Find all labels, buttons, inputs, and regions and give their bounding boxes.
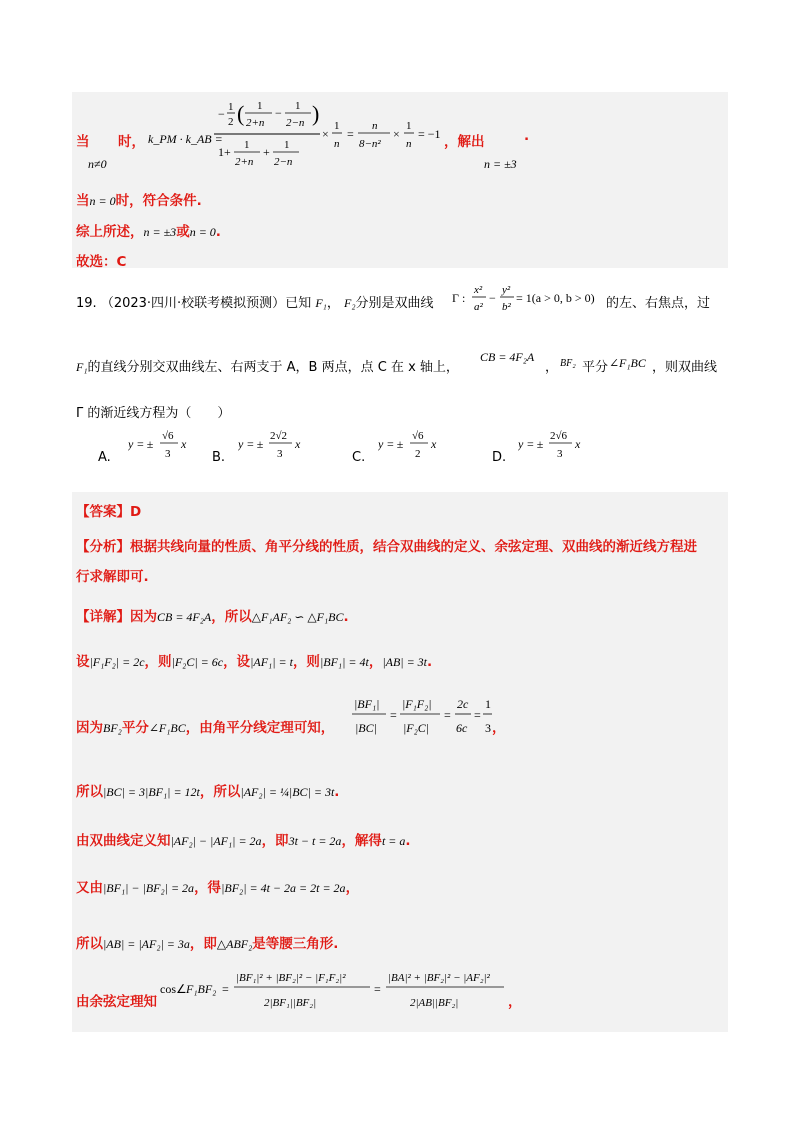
option-c-expr — [378, 426, 458, 466]
period-1: . — [524, 128, 530, 144]
svg-text:2c: 2c — [457, 697, 469, 711]
detail2-d: ， — [368, 654, 383, 670]
svg-text:1: 1 — [244, 139, 250, 151]
q19-text1a: 已知 — [285, 296, 312, 311]
detail3-fraction — [352, 690, 492, 744]
detail-line2 — [76, 650, 432, 670]
detail8-post: ， — [508, 994, 522, 1010]
detail-line5 — [76, 829, 411, 849]
svg-text:6c: 6c — [456, 721, 468, 735]
detail3-a: 平分 — [121, 720, 149, 736]
detail7-a: ，即 — [189, 936, 217, 952]
line-conclusion-m2: n = 0 — [189, 225, 216, 239]
svg-text:2|BF₁||BF₂|: 2|BF₁||BF₂| — [264, 997, 317, 1009]
detail8-pre: 由余弦定理知 — [76, 994, 157, 1010]
svg-text:n: n — [372, 120, 378, 132]
svg-text:1: 1 — [485, 697, 491, 711]
svg-text:1: 1 — [406, 120, 412, 132]
svg-text:−: − — [275, 106, 282, 120]
detail7-post: 是等腰三角形. — [252, 936, 339, 952]
detail6-m2: |BF₂| = 4t − 2a = 2t = 2a — [221, 881, 346, 895]
detail3-b: ，由角平分线定理可知， — [185, 720, 335, 736]
detail8-cosine-expr — [160, 962, 506, 1022]
q19-line3: Γ 的渐近线方程为（ ） — [76, 406, 231, 421]
detail-line4 — [76, 780, 339, 800]
q19-text2b: 的直线分别交双曲线左、右两支于 A，B 两点，点 C 在 x 轴上， — [87, 360, 459, 375]
svg-text:1: 1 — [334, 120, 340, 132]
line-n-zero-pre: 当 — [76, 193, 90, 209]
svg-text:= ±: = ± — [527, 437, 544, 451]
analysis-line1: 【分析】根据共线向量的性质、角平分线的性质，结合双曲线的定义、余弦定理、双曲线的渐近线方程进 — [76, 539, 697, 555]
svg-text:x: x — [431, 437, 437, 451]
svg-text:√6: √6 — [162, 430, 174, 442]
svg-text:): ) — [312, 101, 320, 126]
option-a-expr — [128, 426, 208, 466]
svg-text:2+n: 2+n — [246, 117, 265, 129]
q19-angle: ∠F₁BC — [609, 356, 646, 370]
svg-text:√6: √6 — [412, 430, 424, 442]
svg-text:|F₁F₂|: |F₁F₂| — [402, 697, 432, 711]
svg-text:b²: b² — [502, 301, 511, 313]
detail1-mid: ，所以 — [211, 609, 252, 625]
svg-text:=: = — [444, 708, 451, 722]
svg-text:x: x — [295, 437, 301, 451]
answer-label: 【答案】D — [76, 504, 142, 520]
detail2-m5: |AB| = 3t — [382, 655, 428, 669]
svg-text:×: × — [322, 127, 329, 141]
svg-text:= 1(a > 0, b > 0): = 1(a > 0, b > 0) — [516, 291, 595, 305]
svg-text:n: n — [406, 138, 412, 150]
svg-text:|BF₁|: |BF₁| — [354, 697, 380, 711]
condition-n-neq-0: n≠0 — [88, 157, 107, 171]
detail5-m1: |AF₂| − |AF₁| = 2a — [170, 834, 262, 848]
svg-text:x: x — [575, 437, 581, 451]
svg-text:y: y — [128, 437, 134, 451]
svg-text:+: + — [263, 145, 270, 159]
q19-number: 19. — [76, 296, 97, 311]
svg-text:2−n: 2−n — [286, 117, 305, 129]
q19-text1c: 的左、右焦点，过 — [606, 296, 711, 311]
detail3-m1: BF₂ — [103, 721, 122, 735]
svg-text:cos∠: cos∠ — [160, 982, 187, 996]
q19-vector-eq: CB = 4F₂A — [480, 350, 535, 364]
svg-text:y: y — [378, 437, 384, 451]
detail5-m2: 3t − t = 2a — [288, 834, 342, 848]
line-conclusion-m1: n = ±3 — [143, 225, 177, 239]
detail3-pre: 因为 — [76, 720, 103, 736]
detail6-m1: |BF₁| − |BF₂| = 2a — [103, 881, 195, 895]
q19-text2c: ， — [545, 360, 559, 375]
q19-text2a: F₁ — [76, 360, 88, 374]
q19-text2e: ，则双曲线 — [652, 360, 718, 375]
option-c-label: C. — [352, 450, 366, 465]
detail5-post: . — [405, 833, 411, 849]
svg-text:y: y — [518, 437, 524, 451]
svg-text:1: 1 — [295, 100, 301, 112]
shi-label: 时， — [118, 134, 145, 150]
svg-text:−: − — [218, 107, 225, 121]
detail7-pre: 所以 — [76, 936, 103, 952]
detail2-m3: |AF₁| = t — [250, 655, 293, 669]
line-n-zero — [76, 189, 202, 209]
angle-bisector-fraction-svg — [352, 690, 492, 740]
svg-text:|BF₁|² + |BF₂|² − |F₁F₂|²: |BF₁|² + |BF₂|² − |F₁F₂|² — [236, 972, 346, 984]
detail4-post: . — [334, 784, 340, 800]
tail-expr — [322, 116, 448, 162]
line-conclusion — [76, 220, 221, 240]
detail2-m2: |F₂C| = 6c — [171, 655, 224, 669]
option-b-label: B. — [212, 450, 226, 465]
detail4-m1: |BC| = 3|BF₁| = 12t — [103, 785, 200, 799]
svg-text:|BA|² + |BF₂|² − |AF₂|²: |BA|² + |BF₂|² − |AF₂|² — [388, 972, 490, 984]
detail-line3 — [76, 716, 334, 736]
detail2-c: ，则 — [292, 654, 320, 670]
detail-line1 — [76, 605, 349, 625]
option-b-expr — [238, 426, 318, 466]
svg-text:3: 3 — [165, 448, 171, 460]
svg-text:2|AB||BF₂|: 2|AB||BF₂| — [410, 997, 459, 1009]
detail6-post: ， — [345, 880, 360, 896]
detail4-pre: 所以 — [76, 784, 103, 800]
svg-text:2√6: 2√6 — [550, 430, 568, 442]
big-fraction — [212, 96, 322, 174]
option-d-expr — [518, 426, 598, 466]
detail5-a: ，即 — [261, 833, 289, 849]
detail-line7 — [76, 932, 338, 952]
tail-expr-svg — [322, 116, 448, 158]
svg-text:=: = — [347, 127, 354, 141]
option-a-label: A. — [98, 450, 111, 465]
q19-options — [96, 426, 656, 470]
svg-text:|BC|: |BC| — [355, 721, 377, 735]
svg-text:=: = — [374, 982, 381, 996]
svg-text:= ±: = ± — [247, 437, 264, 451]
svg-text:y: y — [238, 437, 244, 451]
svg-text:=: = — [474, 708, 481, 722]
detail5-b: ，解得 — [341, 833, 382, 849]
detail7-m2: △ABF₂ — [216, 937, 253, 951]
svg-text:−: − — [489, 291, 496, 305]
line-choice: 故选：C — [76, 254, 127, 270]
svg-text:1+: 1+ — [218, 145, 231, 159]
detail6-pre: 又由 — [76, 880, 103, 896]
svg-text:2+n: 2+n — [235, 156, 254, 168]
detail3-m2: ∠F₁BC — [148, 721, 186, 735]
detail2-a: ，则 — [144, 654, 172, 670]
detail2-m4: |BF₁| = 4t — [319, 655, 369, 669]
detail5-pre: 由双曲线定义知 — [76, 833, 171, 849]
svg-text:×: × — [393, 127, 400, 141]
svg-text:a²: a² — [474, 301, 483, 313]
svg-text:y²: y² — [502, 284, 511, 296]
q19-sep: ， — [326, 296, 340, 311]
result-n-pm3: n = ±3 — [484, 157, 517, 171]
detail5-m3: t = a — [381, 834, 406, 848]
detail4-mid: ，所以 — [199, 784, 241, 800]
detail4-m2: |AF₂| = ¼|BC| = 3t — [240, 785, 335, 799]
q19-bf2: BF₂ — [560, 358, 576, 369]
detail1-m2: △F₁AF₂ ∽ △F₁BC — [251, 610, 344, 624]
line-conclusion-pre: 综上所述， — [76, 224, 144, 240]
line-conclusion-post: . — [215, 224, 221, 240]
svg-text:n: n — [334, 138, 340, 150]
detail1-pre: 【详解】因为 — [76, 609, 157, 625]
q19-source: （2023·四川·校联考模拟预测） — [100, 296, 286, 311]
jiechu-label: ，解出 — [444, 134, 485, 150]
svg-text:x²: x² — [474, 284, 483, 296]
svg-text:8−n²: 8−n² — [359, 138, 381, 150]
q19-F1: F₁ — [315, 296, 327, 310]
q19-F2: F₂ — [344, 296, 356, 310]
svg-text:2−n: 2−n — [274, 156, 293, 168]
svg-text:2: 2 — [228, 116, 234, 128]
line-n-zero-post: 时，符合条件. — [115, 193, 202, 209]
svg-text:=: = — [390, 708, 397, 722]
detail6-a: ，得 — [194, 880, 222, 896]
detail2-m1: |F₁F₂| = 2c — [89, 655, 145, 669]
line-conclusion-mid: 或 — [176, 224, 190, 240]
detail2-b: ，设 — [223, 654, 251, 670]
option-d-label: D. — [492, 450, 507, 465]
svg-text:(: ( — [237, 101, 245, 126]
svg-text:=: = — [222, 982, 229, 996]
detail1-post: . — [343, 609, 349, 625]
svg-text:2: 2 — [415, 448, 421, 460]
detail2-post: . — [427, 654, 433, 670]
svg-text:x: x — [181, 437, 187, 451]
svg-text:|F₂C|: |F₂C| — [403, 721, 430, 735]
detail2-pre: 设 — [76, 654, 90, 670]
analysis-line2: 行求解即可. — [76, 569, 149, 585]
q19-text1b: 分别是双曲线 — [355, 296, 434, 311]
detail7-m1: |AB| = |AF₂| = 3a — [103, 937, 190, 951]
detail-line6 — [76, 876, 359, 896]
svg-text:= −1: = −1 — [418, 127, 441, 141]
svg-text:1: 1 — [284, 139, 290, 151]
hyperbola-svg — [452, 281, 602, 319]
svg-text:= ±: = ± — [387, 437, 404, 451]
svg-text:3: 3 — [485, 721, 491, 735]
svg-text:1: 1 — [228, 101, 234, 113]
q19-text2d: 平分 — [582, 360, 609, 375]
q19-line1 — [76, 292, 434, 311]
q19-hyperbola — [452, 281, 602, 323]
svg-text:3: 3 — [557, 448, 563, 460]
line-n-zero-math: n = 0 — [89, 194, 116, 208]
when-label: 当 — [76, 134, 90, 150]
svg-text:F₁BF₂: F₁BF₂ — [186, 982, 217, 996]
svg-text:Γ :: Γ : — [452, 291, 466, 305]
svg-text:1: 1 — [257, 100, 263, 112]
k-product-expr: k_PM · k_AB = — [148, 132, 223, 146]
svg-text:= ±: = ± — [137, 437, 154, 451]
svg-text:2√2: 2√2 — [270, 430, 288, 442]
q19-line2 — [76, 356, 459, 375]
svg-text:3: 3 — [277, 448, 283, 460]
big-fraction-svg — [212, 96, 324, 170]
detail1-m1: CB = 4F₂A — [157, 610, 212, 624]
cosine-law-svg — [160, 962, 506, 1018]
detail3-post: ， — [492, 720, 506, 736]
